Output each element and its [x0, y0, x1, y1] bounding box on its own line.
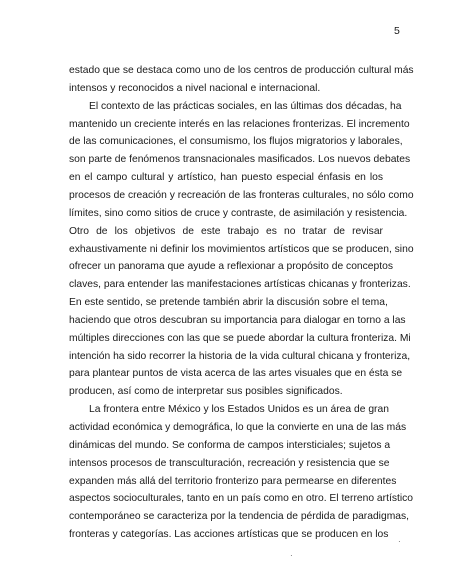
text-line: procesos de creación y recreación de las fronteras culturales, no sólo como: [69, 189, 414, 201]
text-line: contemporáneo se caracteriza por la tendencia de pérdida de paradigmas,: [69, 511, 410, 523]
text-line: intensos procesos de transculturación, recreación y resistencia que se: [69, 457, 390, 469]
page-number: 5: [394, 25, 400, 37]
text-line: estado que se destaca como uno de los centros de producción cultural más: [69, 65, 414, 76]
text-line: exhaustivamente ni definir los movimientos artísticos que se producen, sino: [69, 243, 414, 255]
text-line: ofrecer un panorama que ayude a reflexionar a propósito de conceptos: [69, 261, 393, 273]
text-line: La frontera entre México y los Estados Unidos es un área de gran: [89, 404, 389, 416]
text-line: en el campo cultural y artístico, han puesto especial énfasis en los: [69, 172, 383, 184]
text-line: El contexto de las prácticas sociales, en las últimas dos décadas, ha: [89, 100, 402, 112]
text-line: expanden más allá del territorio fronterizo para permearse en diferentes: [69, 475, 397, 487]
text-line: claves, para entender las manifestaciones artísticas chicanas y fronterizas.: [69, 279, 411, 291]
text-line: para plantear puntos de vista acerca de las artes visuales que en ésta se: [69, 368, 403, 380]
text-line: mantenido un creciente interés en las relaciones fronterizas. El incremento: [69, 118, 410, 130]
text-line: En este sentido, se pretende también abrir la discusión sobre el tema,: [69, 297, 388, 309]
text-line: límites, sino como sitios de cruce y contraste, de asimilación y resistencia.: [69, 207, 408, 219]
text-line: son parte de fenómenos transnacionales masificados. Los nuevos debates: [69, 154, 411, 166]
text-line: intención ha sido recorrer la historia de la vida cultural chicana y fronteriza,: [69, 350, 411, 362]
scan-speck: ·: [290, 551, 293, 560]
text-line: actividad económica y demográfica, lo que la convierte en una de las más: [69, 422, 407, 433]
text-line: producen, así como de interpretar sus posibles significados.: [69, 386, 343, 398]
text-line: múltiples direcciones con las que se puede abordar la cultura fronteriza. Mi: [69, 332, 411, 344]
text-line: Otro de los objetivos de este trabajo es no tratar de revisar: [69, 225, 383, 237]
text-line: intensos y reconocidos a nivel nacional e internacional.: [69, 82, 321, 94]
text-line: dinámicas del mundo. Se conforma de campos intersticiales; sujetos a: [69, 439, 391, 451]
text-line: haciendo que otros descubran su importancia para dialogar en torno a las: [69, 314, 406, 326]
text-line: aspectos socioculturales, tanto en un país como en otro. El terreno artístico: [69, 493, 413, 505]
scan-speck: ·: [398, 537, 401, 546]
text-line: fronteras y categorías. Las acciones artísticas que se producen en los: [69, 529, 389, 541]
text-line: de las comunicaciones, el consumismo, los flujos migratorios y laborales,: [69, 136, 403, 148]
